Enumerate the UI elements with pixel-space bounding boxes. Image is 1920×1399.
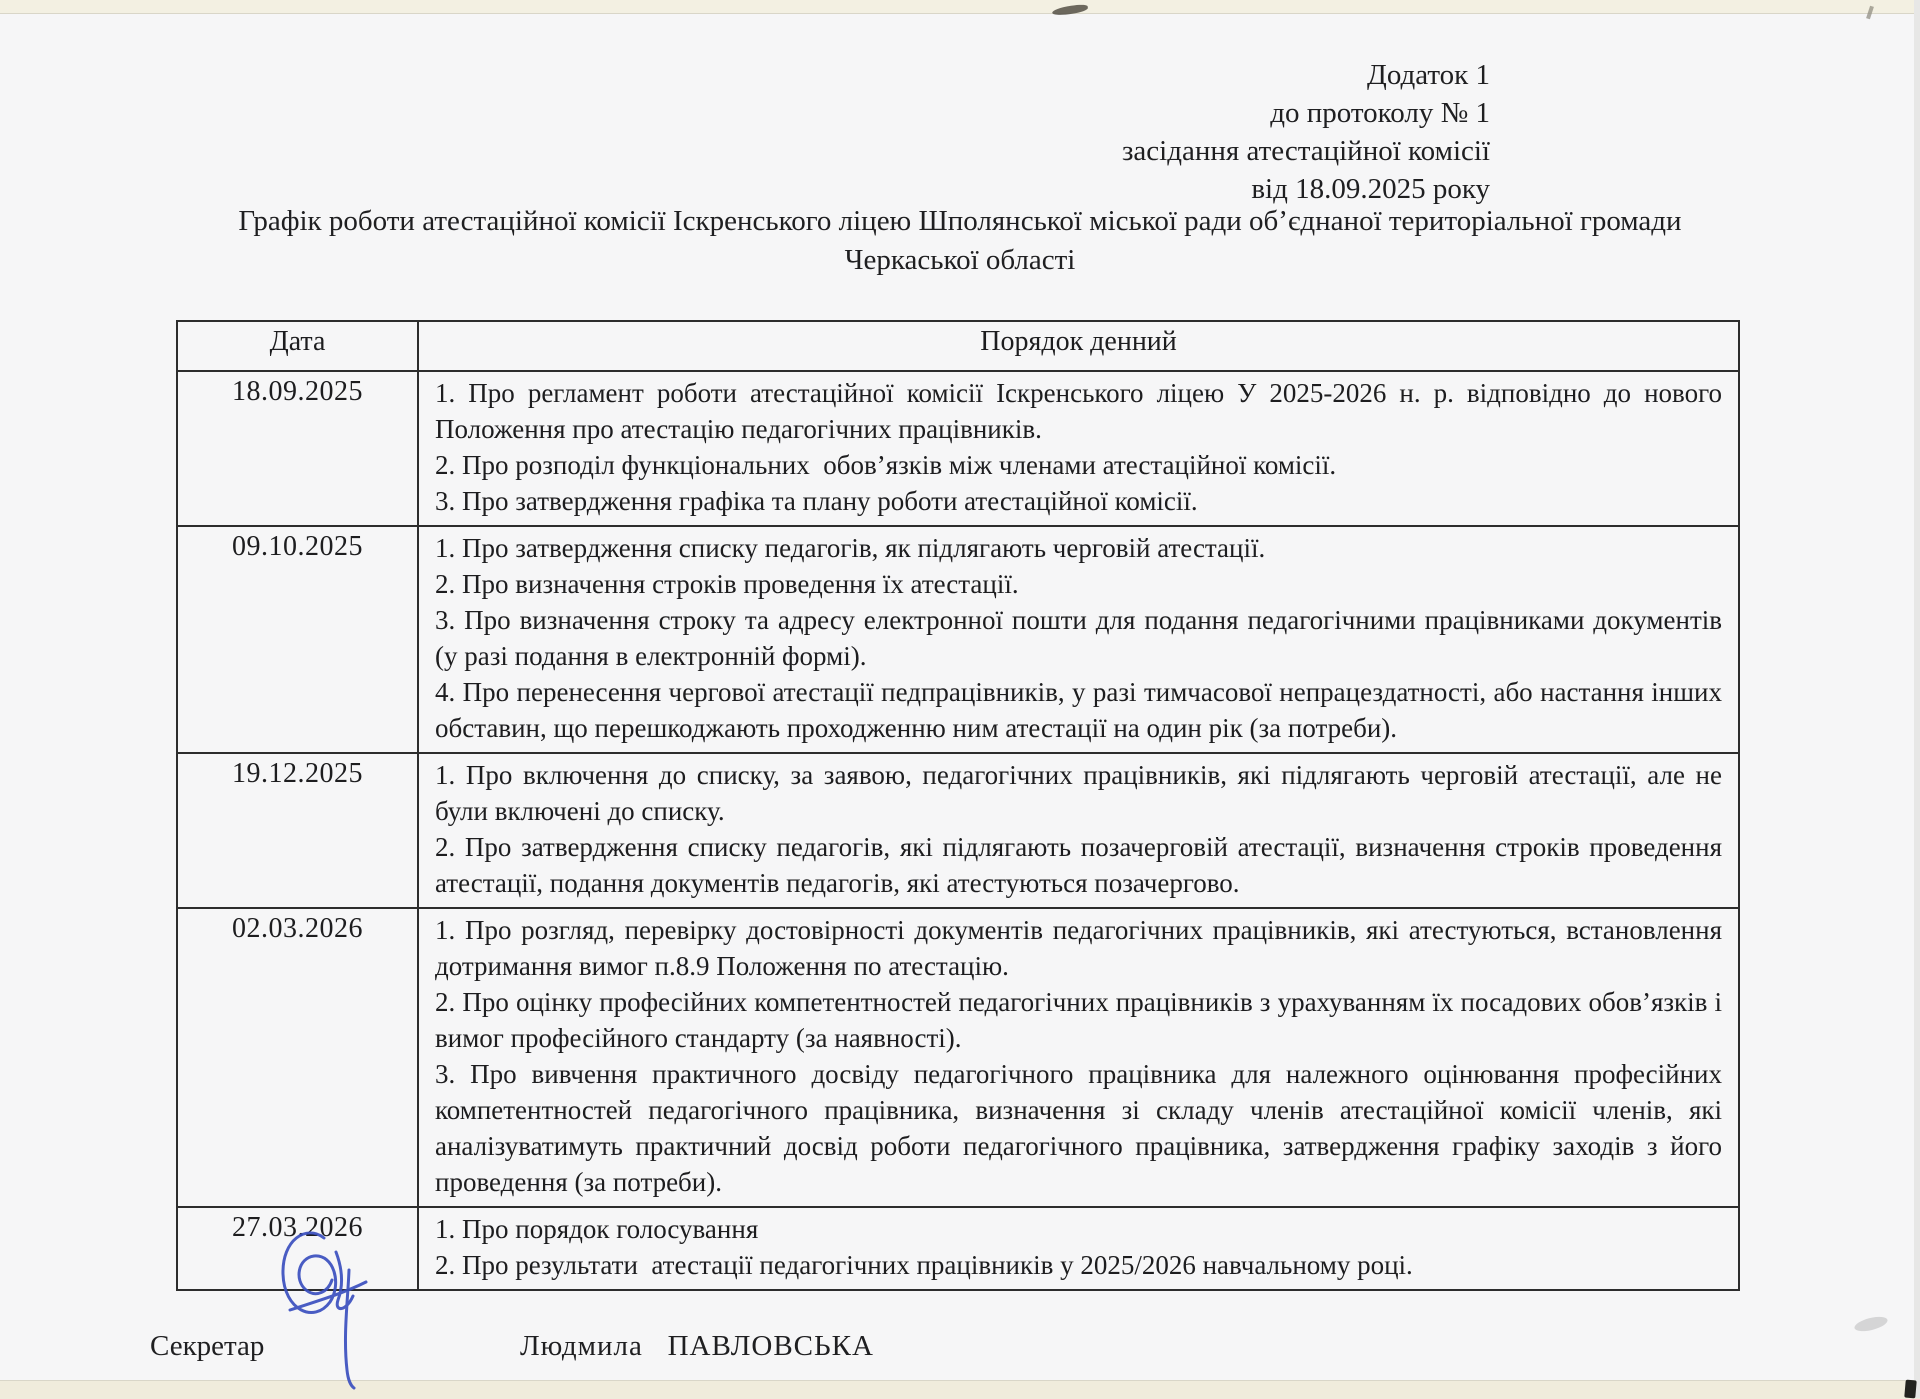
scan-smudge-right xyxy=(1853,1314,1889,1334)
date-line: від 18.09.2025 року xyxy=(1251,173,1490,205)
secretary-name: Людмила ПАВЛОВСЬКА xyxy=(520,1330,874,1362)
date-cell: 19.12.2025 xyxy=(177,753,418,908)
agenda-item: 1. Про розгляд, перевірку достовірності документів педагогічних працівників, які атестуються, встановлення дотримання вимог п.8.9 Положення по атестацію. xyxy=(435,915,1722,981)
agenda-item: 3. Про визначення строку та адресу електронної пошти для подання педагогічними працівниками документів (у разі подання в електронній формі). xyxy=(435,605,1722,671)
table-row xyxy=(177,526,1739,753)
agenda-item: 2. Про визначення строків проведення їх атестації. xyxy=(435,569,1019,599)
agenda-item: 3. Про затвердження графіка та плану роботи атестаційної комісії. xyxy=(435,486,1198,516)
agenda-item: 1. Про включення до списку, за заявою, педагогічних працівників, які підлягають черговій атестації, але не були включені до списку. xyxy=(435,760,1722,826)
agenda-item: 2. Про затвердження списку педагогів, які підлягають позачерговій атестації, визначення строків проведення атестації, подання документів педагогів, які атестуються позачергово. xyxy=(435,832,1722,898)
appendix-line: Додаток 1 xyxy=(1367,59,1490,91)
title-line-2: Черкаської області xyxy=(844,244,1076,276)
table-row xyxy=(177,908,1739,1207)
scan-edge-top xyxy=(0,0,1920,14)
table-body xyxy=(177,371,1739,1290)
title-line-1: Графік роботи атестаційної комісії Іскренського ліцею Шполянської міської ради об’єднаної територіальної громади xyxy=(238,205,1682,237)
table-row xyxy=(177,1207,1739,1290)
date-cell: 09.10.2025 xyxy=(177,526,418,753)
protocol-line: до протоколу № 1 xyxy=(1270,97,1490,129)
agenda-item: 4. Про перенесення чергової атестації педпрацівників, у разі тимчасової непрацездатності, або настання інших обставин, що перешкоджають проходженню ним атестації на один рік (за потреби). xyxy=(435,677,1722,743)
schedule-table xyxy=(176,320,1740,1291)
scan-mark-bottom-right xyxy=(1904,1380,1917,1399)
scan-edge-right xyxy=(1914,0,1920,1398)
document-title xyxy=(60,202,1860,280)
agenda-item: 2. Про розподіл функціональних обов’язків між членами атестаційної комісії. xyxy=(435,450,1337,480)
appendix-header xyxy=(1122,56,1490,208)
agenda-cell xyxy=(418,908,1739,1207)
column-header-date: Дата xyxy=(177,321,418,371)
signature-ink xyxy=(262,1218,378,1394)
column-header-agenda: Порядок денний xyxy=(418,321,1739,371)
date-cell: 18.09.2025 xyxy=(177,371,418,526)
agenda-item: 1. Про затвердження списку педагогів, як підлягають черговій атестації. xyxy=(435,533,1266,563)
session-line: засідання атестаційної комісії xyxy=(1121,135,1490,167)
agenda-item: 2. Про результати атестації педагогічних працівників у 2025/2026 навчальному році. xyxy=(435,1250,1413,1280)
agenda-item: 1. Про регламент роботи атестаційної комісії Іскренського ліцею У 2025-2026 н. р. відповідно до нового Положення про атестацію педагогічних працівників. xyxy=(435,378,1722,444)
agenda-cell xyxy=(418,371,1739,526)
agenda-cell xyxy=(418,526,1739,753)
agenda-cell xyxy=(418,753,1739,908)
secretary-label: Секретар xyxy=(150,1330,265,1362)
date-cell: 27.03.2026 xyxy=(177,1207,418,1290)
agenda-item: 1. Про порядок голосування xyxy=(435,1214,759,1244)
agenda-item: 3. Про вивчення практичного досвіду педагогічного працівника для належного оцінювання професійних компетентностей педагогічного працівника, визначення зі складу членів атестаційної комісії членів, які аналізуватимуть практичний досвід роботи педагогічного працівника, затвердження графіку заходів з його проведення (за потреби). xyxy=(435,1059,1722,1197)
table-header-row xyxy=(177,321,1739,371)
agenda-item: 2. Про оцінку професійних компетентностей педагогічних працівників з урахуванням їх посадових обов’язків і вимог професійного стандарту (за наявності). xyxy=(435,987,1722,1053)
table-row xyxy=(177,753,1739,908)
agenda-cell xyxy=(418,1207,1739,1290)
table-row xyxy=(177,371,1739,526)
date-cell: 02.03.2026 xyxy=(177,908,418,1207)
